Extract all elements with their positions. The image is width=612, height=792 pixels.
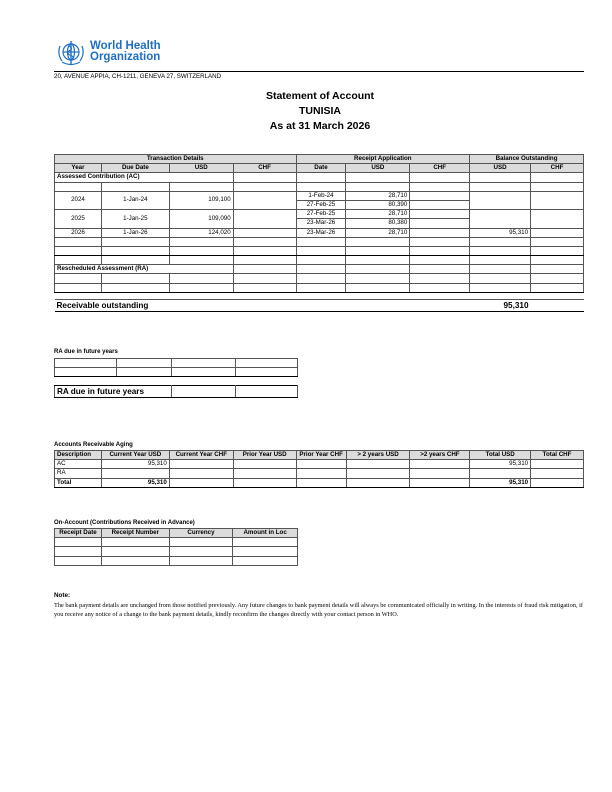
col-date: Date (296, 164, 346, 173)
aging-cell: 95,310 (470, 478, 531, 487)
aging-col: Total CHF (531, 451, 584, 460)
column-header-row (55, 164, 584, 173)
receipt-usd: 80,380 (346, 219, 410, 228)
spacer-row (55, 377, 298, 386)
aging-cell (531, 469, 584, 478)
aging-cell: AC (55, 460, 102, 469)
section-row-assessed (55, 173, 584, 182)
row-usd: 109,100 (169, 191, 233, 209)
aging-cell (296, 460, 346, 469)
note-block (54, 591, 584, 620)
receipt-date: 27-Feb-25 (296, 210, 346, 219)
address: 20, AVENUE APPIA, CH-1211, GENEVA 27, SWITZERLAND (54, 73, 222, 80)
receipt-usd: 28,710 (346, 191, 410, 200)
aging-row-ra (55, 469, 584, 478)
table-row (55, 274, 584, 283)
aging-cell (233, 478, 296, 487)
receipt-date: 1-Feb-24 (296, 191, 346, 200)
table-row (55, 182, 584, 191)
aging-cell (169, 469, 233, 478)
col-chf: CHF (233, 164, 296, 173)
aging-col: Prior Year USD (233, 451, 296, 460)
aging-cell (233, 469, 296, 478)
aging-col: Total USD (470, 451, 531, 460)
group-transaction-details: Transaction Details (55, 155, 297, 164)
row-due-date: 1-Jan-25 (101, 210, 169, 228)
aging-col-description: Description (55, 451, 102, 460)
statement-title: Statement of Account (265, 90, 375, 102)
receivable-label: Receivable outstanding (55, 299, 470, 311)
table-row (55, 283, 584, 292)
col-due-date: Due Date (101, 164, 169, 173)
table-row (55, 191, 584, 200)
organization-name (90, 41, 161, 63)
ra-future-total-row (55, 386, 298, 398)
table-row (55, 256, 584, 265)
org-line-2: Organization (90, 51, 161, 63)
col-balance-chf: CHF (531, 164, 584, 173)
ra-future-label-big: RA due in future years (55, 386, 172, 398)
table-row (55, 538, 298, 547)
col-balance-usd: USD (470, 164, 531, 173)
on-account-table (54, 528, 298, 566)
aging-cell (296, 478, 346, 487)
balance-usd: 95,310 (470, 228, 531, 237)
aging-title: Accounts Receivable Aging (54, 442, 133, 448)
aging-cell (346, 478, 410, 487)
note-title: Note: (54, 592, 71, 599)
receipt-usd: 80,390 (346, 200, 410, 209)
aging-cell: 95,310 (101, 478, 169, 487)
col-amount-in-loc: Amount in Loc (233, 529, 298, 538)
aging-header-row (55, 451, 584, 460)
receipt-usd: 28,710 (346, 210, 410, 219)
aging-cell (531, 478, 584, 487)
aging-cell (296, 469, 346, 478)
aging-cell (101, 469, 169, 478)
ra-future-table (54, 358, 298, 398)
group-receipt-application: Receipt Application (296, 155, 470, 164)
aging-col: Prior Year CHF (296, 451, 346, 460)
receipt-date: 27-Feb-25 (296, 200, 346, 209)
aging-cell (346, 460, 410, 469)
statement-table (54, 154, 584, 312)
spacer-row (55, 292, 584, 299)
date-title: As at 31 March 2026 (269, 120, 371, 132)
aging-cell (233, 460, 296, 469)
rescheduled-label: Rescheduled Assessment (RA) (55, 265, 234, 274)
country-title: TUNISIA (299, 105, 341, 117)
aging-row-ac (55, 460, 584, 469)
row-year: 2025 (55, 210, 102, 228)
aging-cell: RA (55, 469, 102, 478)
aging-cell (470, 469, 531, 478)
aging-col: > 2 years USD (346, 451, 410, 460)
group-header-row (55, 155, 584, 164)
aging-cell (346, 469, 410, 478)
row-due-date: 1-Jan-24 (101, 191, 169, 209)
receivable-value: 95,310 (470, 299, 531, 311)
row-due-date: 1-Jan-26 (101, 228, 169, 237)
aging-table (54, 450, 584, 488)
ra-future-label-small: RA due in future years (54, 349, 118, 355)
receipt-usd: 28,710 (346, 228, 410, 237)
aging-cell (410, 460, 470, 469)
row-year: 2024 (55, 191, 102, 209)
col-receipt-chf: CHF (410, 164, 470, 173)
row-usd: 124,020 (169, 228, 233, 237)
col-receipt-usd: USD (346, 164, 410, 173)
col-usd: USD (169, 164, 233, 173)
note-text: The bank payment details are unchanged from those notified previously. Any future changes to bank payment details will always be communicated officially in writing. In the interests of fraud risk mitigation, if you receive any notice of a change to the bank payment details, kindly reconfirm the changes directly with your contact person in WHO. (54, 601, 583, 618)
aging-cell: 95,310 (101, 460, 169, 469)
aging-cell: Total (55, 478, 102, 487)
on-account-title: On-Account (Contributions Received in Advance) (54, 520, 195, 526)
aging-col: Current Year CHF (169, 451, 233, 460)
col-receipt-date: Receipt Date (55, 529, 102, 538)
org-line-1: World Health (90, 40, 161, 52)
group-balance-outstanding: Balance Outstanding (470, 155, 584, 164)
row-year: 2026 (55, 228, 102, 237)
assessed-label: Assessed Contribution (AC) (55, 173, 234, 182)
table-row (55, 359, 298, 368)
table-row (55, 210, 584, 219)
aging-cell (169, 478, 233, 487)
aging-cell (531, 460, 584, 469)
table-row (55, 237, 584, 246)
receivable-row (55, 299, 584, 311)
col-receipt-number: Receipt Number (101, 529, 169, 538)
col-currency: Currency (169, 529, 233, 538)
receipt-date: 23-Mar-26 (296, 228, 346, 237)
on-account-header-row (55, 529, 298, 538)
aging-cell (410, 478, 470, 487)
who-emblem-icon (54, 38, 88, 68)
aging-cell (169, 460, 233, 469)
aging-cell: 95,310 (470, 460, 531, 469)
section-row-rescheduled (55, 265, 584, 274)
header-rule (54, 71, 584, 72)
table-row (55, 246, 584, 255)
aging-col: Current Year USD (101, 451, 169, 460)
table-row (55, 368, 298, 377)
aging-row-total (55, 478, 584, 487)
receipt-date: 23-Mar-26 (296, 219, 346, 228)
table-row (55, 556, 298, 565)
col-year: Year (55, 164, 102, 173)
table-row (55, 228, 584, 237)
aging-col: >2 years CHF (410, 451, 470, 460)
aging-cell (410, 469, 470, 478)
table-row (55, 547, 298, 556)
row-usd: 109,090 (169, 210, 233, 228)
